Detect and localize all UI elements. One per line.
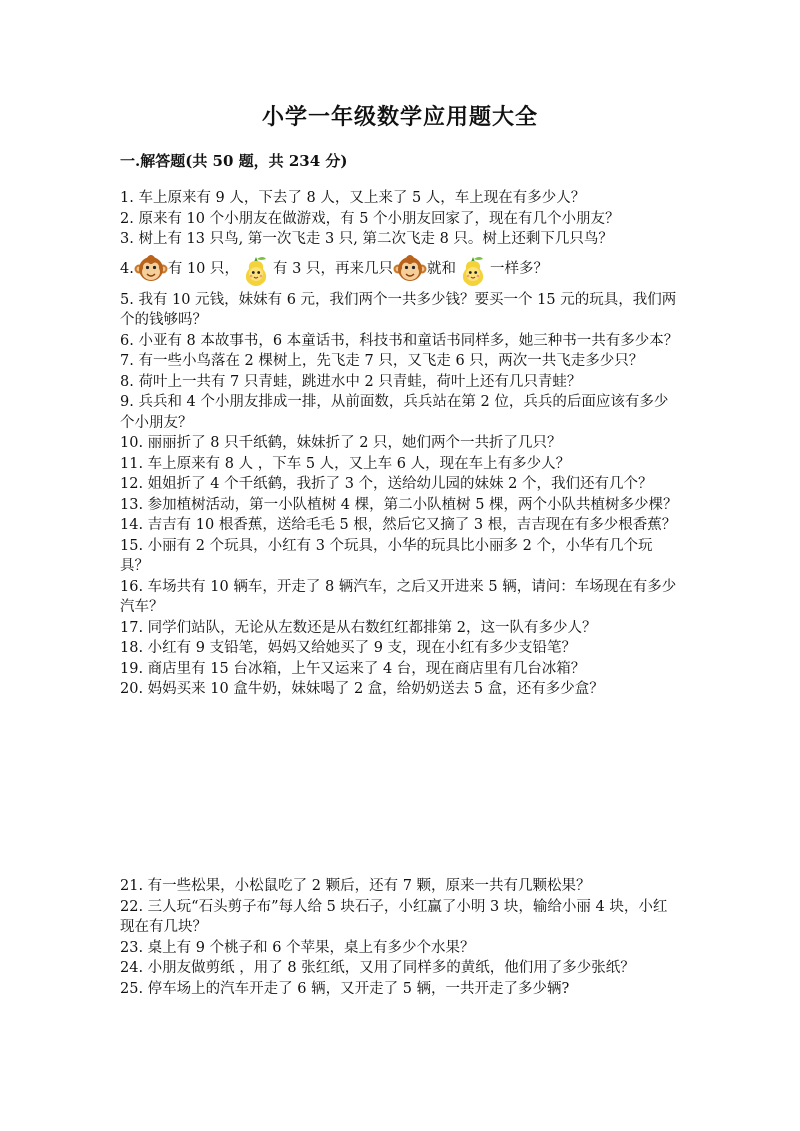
question-10: 10. 丽丽折了 8 只千纸鹤，妹妹折了 2 只，她们两个一共折了几只？ <box>120 435 562 451</box>
question-2: 2. 原来有 10 个小朋友在做游戏，有 5 个小朋友回家了，现在有几个小朋友？ <box>120 210 620 227</box>
question-4-text-a: 有 10 只， <box>167 261 240 278</box>
question-22: 22. 三人玩“石头剪子布”每人给 5 块石子，小红赢了小明 3 块，输给小丽 4 块，小红现在有几块？ <box>120 898 668 935</box>
question-1: 1. 车上原来有 9 人，下去了 8 人，又上来了 5 人，车上现在有多少人？ <box>120 190 586 206</box>
question-11: 11. 车上原来有 8 人 ，下车 5 人，又上车 6 人，现在车上有多少人？ <box>120 455 571 472</box>
question-13: 13. 参加植树活动，第一小队植树 4 棵，第二小队植树 5 棵，两个小队共植树多少棵？ <box>120 496 678 513</box>
question-5: 5. 我有 10 元钱，妹妹有 6 元，我们两个一共多少钱？要买一个 15 元的玩具，我们两个的钱够吗？ <box>120 291 677 328</box>
question-18: 18. 小红有 9 支铅笔，妈妈又给她买了 9 支，现在小红有多少支铅笔？ <box>120 640 577 656</box>
question-4-text-c: 就和 <box>426 261 456 278</box>
question-list-part-2 <box>120 876 680 999</box>
question-14: 14. 吉吉有 10 根香蕉，送给毛毛 5 根，然后它又摘了 3 根，吉吉现在有多少根香蕉？ <box>120 517 677 533</box>
question-21: 21. 有一些松果，小松鼠吃了 2 颗后，还有 7 颗，原来一共有几颗松果？ <box>120 878 591 894</box>
question-7: 7. 有一些小鸟落在 2 棵树上，先飞走 7 只，又飞走 6 只，两次一共飞走多少只？ <box>120 353 644 369</box>
section-heading: 一.解答题(共 50 题，共 234 分) <box>120 152 348 170</box>
question-3: 3. 树上有 13 只鸟, 第一次飞走 3 只, 第二次飞走 8 只。树上还剩下几只鸟？ <box>120 231 613 247</box>
page-title: 小学一年级数学应用题大全 <box>261 104 538 130</box>
monkey-icon <box>393 253 427 287</box>
question-25: 25. 停车场上的汽车开走了 6 辆，又开走了 5 辆，一共开走了多少辆? <box>120 980 570 997</box>
question-23: 23. 桌上有 9 个桃子和 6 个苹果，桌上有多少个水果？ <box>120 939 475 956</box>
question-16: 16. 车场共有 10 辆车，开走了 8 辆汽车，之后又开进来 5 辆，请问：车场现在有多少汽车？ <box>120 578 677 615</box>
pear-character-icon <box>456 253 490 287</box>
question-12: 12. 姐姐折了 4 个千纸鹤，我折了 3 个，送给幼儿园的妹妹 2 个，我们还有几个？ <box>120 476 653 492</box>
question-20: 20. 妈妈买来 10 盒牛奶，妹妹喝了 2 盒，给奶奶送去 5 盒，还有多少盒？ <box>120 681 604 697</box>
monkey-icon <box>134 253 168 287</box>
question-4-number: 4. <box>120 261 134 278</box>
question-24: 24. 小朋友做剪纸 ，用了 8 张红纸，又用了同样多的黄纸，他们用了多少张纸？ <box>120 960 635 976</box>
question-8: 8. 荷叶上一共有 7 只青蛙，跳进水中 2 只青蛙，荷叶上还有几只青蛙？ <box>120 373 582 390</box>
question-4 <box>120 254 680 286</box>
question-15: 15. 小丽有 2 个玩具，小红有 3 个玩具，小华的玩具比小丽多 2 个，小华有几个玩具？ <box>120 537 653 574</box>
question-6: 6. 小亚有 8 本故事书，6 本童话书，科技书和童话书同样多，她三种书一共有多少本？ <box>120 332 679 349</box>
question-list-part-1 <box>120 188 680 700</box>
question-17: 17. 同学们站队，无论从左数还是从右数红红都排第 2，这一队有多少人？ <box>120 619 597 636</box>
question-4-text-b: 有 3 只，再来几只 <box>273 261 393 278</box>
pear-character-icon <box>239 253 273 287</box>
question-19: 19. 商店里有 15 台冰箱，上午又运来了 4 台，现在商店里有几台冰箱？ <box>120 660 586 677</box>
question-9: 9. 兵兵和 4 个小朋友排成一排，从前面数，兵兵站在第 2 位，兵兵的后面应该有多少个小朋友？ <box>120 394 669 431</box>
question-4-text-d: 一样多？ <box>489 261 548 278</box>
